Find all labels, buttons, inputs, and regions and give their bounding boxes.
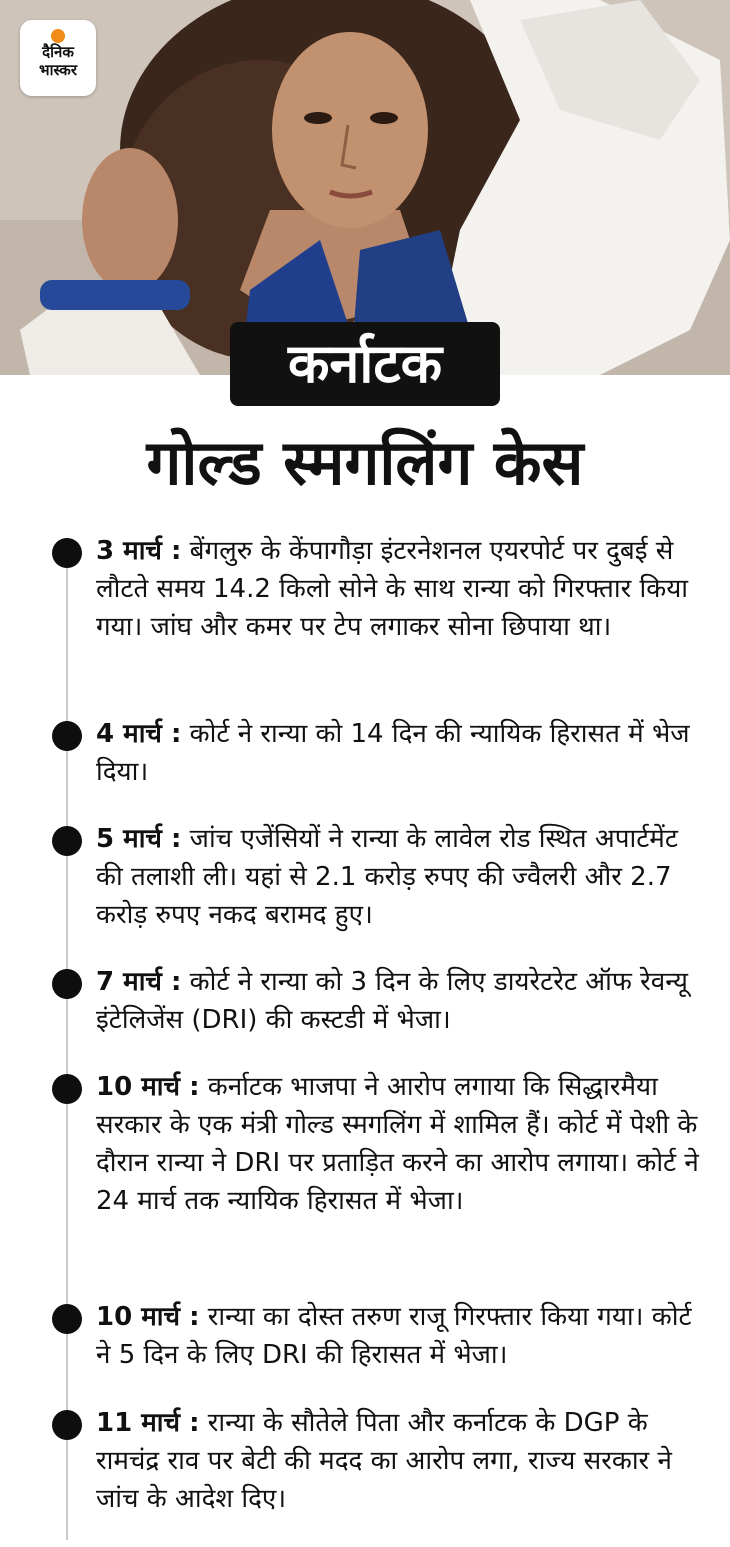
hero-photo	[0, 0, 730, 375]
timeline-bullet-icon	[52, 1304, 82, 1334]
timeline-date: 11 मार्च :	[96, 1408, 200, 1438]
timeline-entry-text	[96, 1068, 712, 1220]
title-badge: कर्नाटक	[230, 322, 500, 406]
timeline-date: 10 मार्च :	[96, 1302, 200, 1332]
timeline-bullet-icon	[52, 969, 82, 999]
timeline-date: 7 मार्च :	[96, 967, 182, 997]
timeline-bullet-icon	[52, 538, 82, 568]
timeline-line	[66, 540, 68, 1540]
timeline-entry-text	[96, 715, 712, 791]
timeline-entry-text	[96, 820, 712, 934]
timeline-date: 3 मार्च :	[96, 536, 182, 566]
timeline-date: 4 मार्च :	[96, 719, 182, 749]
timeline-entry-text	[96, 963, 712, 1039]
hero-photo-illustration	[0, 0, 730, 375]
timeline-description: रान्या का दोस्त तरुण राजू गिरफ्तार किया गया। कोर्ट ने 5 दिन के लिए DRI की हिरासत में भेजा।	[96, 1302, 692, 1370]
timeline-entry-text	[96, 1404, 712, 1518]
timeline-entry-text	[96, 532, 712, 646]
timeline-date: 10 मार्च :	[96, 1072, 200, 1102]
timeline-description: कर्नाटक भाजपा ने आरोप लगाया कि सिद्धारमैया सरकार के एक मंत्री गोल्ड स्मगलिंग में शामिल हैं। कोर्ट में पेशी के दौरान रान्या ने DRI पर प्रताड़ित करने का आरोप लगाया। कोर्ट ने 24 मार्च तक न्यायिक हिरासत में भेजा।	[96, 1072, 699, 1216]
timeline-date: 5 मार्च :	[96, 824, 182, 854]
timeline-bullet-icon	[52, 721, 82, 751]
timeline-description: बेंगलुरु के केंपागौड़ा इंटरनेशनल एयरपोर्ट पर दुबई से लौटते समय 14.2 किलो सोने के साथ रान्या को गिरफ्तार किया गया। जांघ और कमर पर टेप लगाकर सोना छिपाया था।	[96, 536, 689, 642]
timeline-description: कोर्ट ने रान्या को 3 दिन के लिए डायरेटरेट ऑफ रेवन्यू इंटेलिजेंस (DRI) की कस्टडी में भेजा।	[96, 967, 688, 1035]
timeline-description: रान्या के सौतेले पिता और कर्नाटक के DGP के रामचंद्र राव पर बेटी की मदद का आरोप लगा, राज्य सरकार ने जांच के आदेश दिए।	[96, 1408, 672, 1514]
timeline-entry-text	[96, 1298, 712, 1374]
timeline-description: कोर्ट ने रान्या को 14 दिन की न्यायिक हिरासत में भेज दिया।	[96, 719, 690, 787]
dainik-bhaskar-logo	[20, 20, 96, 96]
logo-text-line1: दैनिक	[42, 43, 74, 61]
timeline-bullet-icon	[52, 826, 82, 856]
logo-sun-icon	[51, 29, 65, 43]
headline: गोल्ड स्मगलिंग केस	[146, 426, 584, 499]
logo-text-line2: भास्कर	[39, 61, 77, 79]
timeline-bullet-icon	[52, 1074, 82, 1104]
timeline-bullet-icon	[52, 1410, 82, 1440]
timeline-description: जांच एजेंसियों ने रान्या के लावेल रोड स्थित अपार्टमेंट की तलाशी ली। यहां से 2.1 करोड़ रुपए की ज्वैलरी और 2.7 करोड़ रुपए नकद बरामद हुए।	[96, 824, 678, 930]
